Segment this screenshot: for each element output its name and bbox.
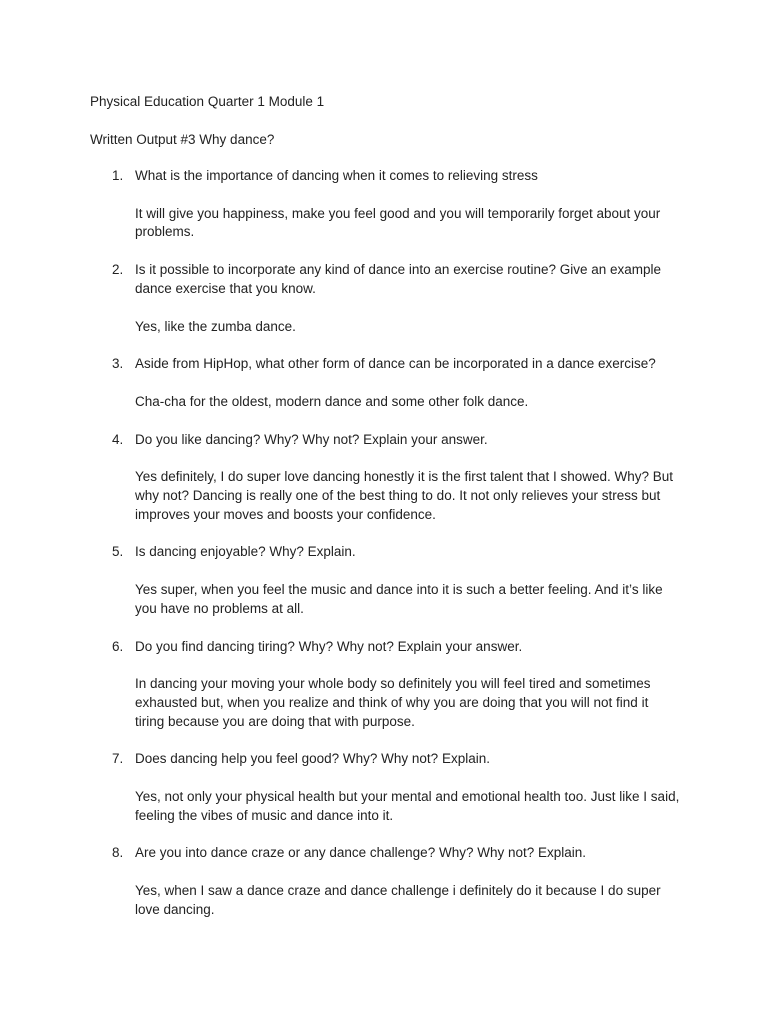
question-item-3 — [0, 355, 768, 411]
question-text: Do you like dancing? Why? Why not? Explain your answer. — [135, 431, 488, 447]
question-text: What is the importance of dancing when it comes to relieving stress — [135, 168, 538, 183]
question-text: Do you find dancing tiring? Why? Why not? Explain your answer. — [135, 638, 523, 654]
answer-text: Yes, when I saw a dance craze and dance challenge i definitely do it because I do super love dancing. — [135, 883, 661, 917]
answer-text: Cha-cha for the oldest, modern dance and some other folk dance. — [135, 393, 529, 409]
answer-text: In dancing your moving your whole body so definitely you will feel tired and sometimes exhausted but, when you realize and think of why you are doing that you will not find it tiring because you are doing that with purpose. — [135, 676, 651, 729]
question-number: 5. — [112, 544, 124, 560]
document-title: Physical Education Quarter 1 Module 1 — [90, 94, 325, 109]
question-item-7 — [0, 750, 768, 825]
question-item-1 — [0, 167, 768, 242]
question-text: Is it possible to incorporate any kind of dance into an exercise routine? Give an example dance exercise that you know. — [135, 262, 662, 296]
question-item-6 — [0, 638, 768, 732]
answer-text: Yes super, when you feel the music and dance into it is such a better feeling. And it’s like you have no problems at all. — [135, 582, 663, 616]
question-number: 7. — [112, 751, 124, 767]
question-number: 2. — [112, 262, 124, 278]
question-number: 1. — [112, 168, 124, 183]
question-text: Does dancing help you feel good? Why? Why not? Explain. — [135, 751, 490, 767]
answer-text: Yes, not only your physical health but your mental and emotional health too. Just like I said, feeling the vibes of music and dance into it. — [135, 789, 680, 823]
question-number: 8. — [112, 845, 124, 861]
question-text: Is dancing enjoyable? Why? Explain. — [135, 544, 356, 560]
question-text: Aside from HipHop, what other form of dance can be incorporated in a dance exercise? — [135, 356, 656, 372]
question-number: 6. — [112, 638, 124, 654]
answer-text: It will give you happiness, make you feel good and you will temporarily forget about your problems. — [135, 205, 661, 240]
question-list — [0, 167, 768, 939]
document-subtitle: Written Output #3 Why dance? — [90, 132, 275, 147]
question-number: 3. — [112, 356, 124, 372]
answer-text: Yes definitely, I do super love dancing honestly it is the first talent that I showed. Why? But why not? Dancing is really one of the best thing to do. It not only relieves your stress but improves your moves and boosts your confidence. — [135, 469, 674, 522]
question-item-4 — [0, 431, 768, 525]
question-item-2 — [0, 261, 768, 336]
question-item-5 — [0, 543, 768, 618]
question-number: 4. — [112, 431, 124, 447]
question-text: Are you into dance craze or any dance challenge? Why? Why not? Explain. — [135, 845, 587, 861]
question-item-8 — [0, 844, 768, 919]
answer-text: Yes, like the zumba dance. — [135, 318, 296, 334]
